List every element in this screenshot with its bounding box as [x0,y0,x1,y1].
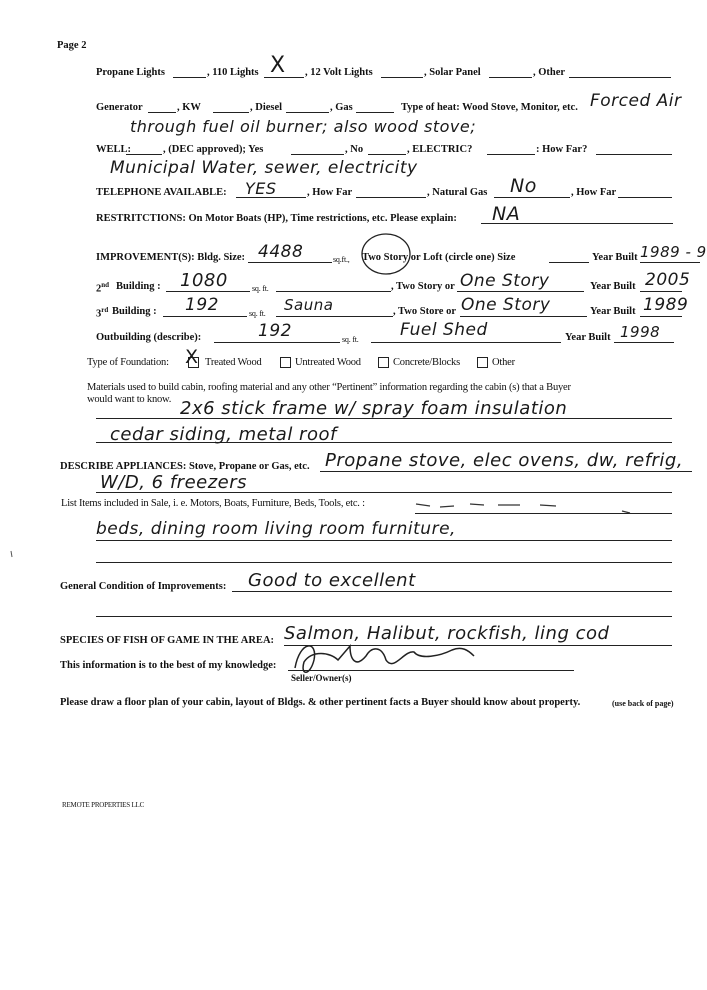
list-items-label: List Items included in Sale, i. e. Motors, Boats, Furniture, Beds, Tools, etc. : [61,498,365,509]
telephone-label: TELEPHONE AVAILABLE: [96,187,227,198]
dec-approved-label: , (DEC approved); Yes [163,144,264,155]
second-year-value: 2005 [645,270,691,290]
heat-continuation: through fuel oil burner; also wood stove; [130,117,477,136]
year-built-value: 1989 - 9 [640,243,707,261]
second-year-label: Year Built [590,281,636,292]
third-story-value: One Story [461,295,551,315]
outbuilding-year-value: 1998 [620,323,661,341]
well-answer: Municipal Water, sewer, electricity [110,158,418,178]
footer-company: REMOTE PROPERTIES LLC [62,801,145,809]
two-story-circle-mark [362,234,410,274]
third-two-store-label: , Two Store or [393,306,456,317]
third-building-label: Building : [112,306,157,317]
page-label: Page 2 [57,40,87,51]
floor-plan-text: Please draw a floor plan of your cabin, layout of Bldgs. & other pertinent facts a Buyer should know about property. [60,697,581,708]
materials-answer-line2: cedar siding, metal roof [110,424,337,445]
kw-label: , KW [177,102,201,113]
restrictions-answer: NA [492,203,521,225]
type-of-heat-answer: Forced Air [590,91,682,111]
type-of-heat-label: Type of heat: Wood Stove, Monitor, etc. [401,102,578,113]
condition-label: General Condition of Improvements: [60,581,227,592]
volt12-lights-label: , 12 Volt Lights [305,67,373,78]
fish-label: SPECIES OF FISH OF GAME IN THE AREA: [60,635,275,646]
telephone-answer: YES [245,179,277,198]
year-built-label: Year Built [592,252,638,263]
other-label: , Other [533,67,566,78]
sqft-label: sq.ft., [333,255,350,264]
third-year-label: Year Built [590,306,636,317]
outbuilding-label: Outbuilding (describe): [96,332,202,343]
second-story-value: One Story [460,271,550,291]
margin-mark [11,551,12,557]
third-building-ordinal: 3rd [96,306,109,320]
foundation-option-untreated-wood: Untreated Wood [295,357,361,368]
signature-scribble [295,646,474,672]
telephone-how-far-label: , How Far [307,187,353,198]
natural-gas-how-far-label: , How Far [571,187,617,198]
appliances-answer-line2: W/D, 6 freezers [100,472,248,493]
third-desc-value: Sauna [284,296,334,314]
materials-label-line1: Materials used to build cabin, roofing material and any other “Pertinent” information regarding the cabin (s) that a Buyer [87,382,571,393]
materials-answer-line1: 2x6 stick frame w/ spray foam insulation [180,398,568,419]
foundation-option-treated-wood: Treated Wood [205,357,262,368]
well-label: WELL: [96,144,132,155]
second-size-value: 1080 [180,270,228,291]
outbuilding-desc-value: Fuel Shed [400,320,488,340]
appliances-label: DESCRIBE APPLIANCES: Stove, Propane or Gas, etc. [60,461,310,472]
restrictions-label: RESTRITCTIONS: On Motor Boats (HP), Time restrictions, etc. Please explain: [96,213,457,224]
third-sqft-label: sq. ft. [249,309,266,318]
outbuilding-sqft-label: sq. ft. [342,335,359,344]
lights-110-mark: X [270,53,286,78]
list-items-scribble [416,504,630,513]
generator-label: Generator [96,102,143,113]
natural-gas-answer: No [510,175,537,197]
how-far-label: : How Far? [536,144,588,155]
condition-answer: Good to excellent [248,570,416,591]
foundation-option-concrete: Concrete/Blocks [393,357,460,368]
second-two-story-label: , Two Story or [391,281,455,292]
gas-label: , Gas [330,102,353,113]
fish-answer: Salmon, Halibut, rockfish, ling cod [284,623,610,644]
improvements-label: IMPROVEMENT(S): Bldg. Size: [96,252,246,263]
foundation-option-other: Other [492,357,515,368]
materials-label-line2: would want to know. [87,394,172,405]
second-building-ordinal: 2nd [96,281,110,295]
bldg-size-value: 4488 [258,242,304,262]
appliances-answer-line1: Propane stove, elec ovens, dw, refrig, [325,450,684,471]
electric-label: , ELECTRIC? [407,144,473,155]
outbuilding-size-value: 192 [258,321,292,341]
diesel-label: , Diesel [250,102,283,113]
third-year-value: 1989 [643,295,689,315]
signature-statement: This information is to the best of my knowledge: [60,660,277,671]
foundation-selected-mark: X [185,346,199,368]
third-size-value: 192 [185,295,219,315]
no-label: , No [345,144,364,155]
story-label: Two Story or Loft (circle one) Size [362,252,516,263]
foundation-label: Type of Foundation: [87,357,169,368]
lights-110-label: , 110 Lights [207,67,259,78]
outbuilding-year-label: Year Built [565,332,611,343]
list-items-answer-line2: beds, dining room living room furniture, [96,519,456,539]
solar-panel-label: , Solar Panel [424,67,481,78]
propane-lights-label: Propane Lights [96,67,165,78]
second-building-label: Building : [116,281,161,292]
natural-gas-label: , Natural Gas [427,187,488,198]
signature-caption: Seller/Owner(s) [291,673,352,683]
second-sqft-label: sq. ft. [252,284,269,293]
floor-plan-note: (use back of page) [612,699,674,708]
